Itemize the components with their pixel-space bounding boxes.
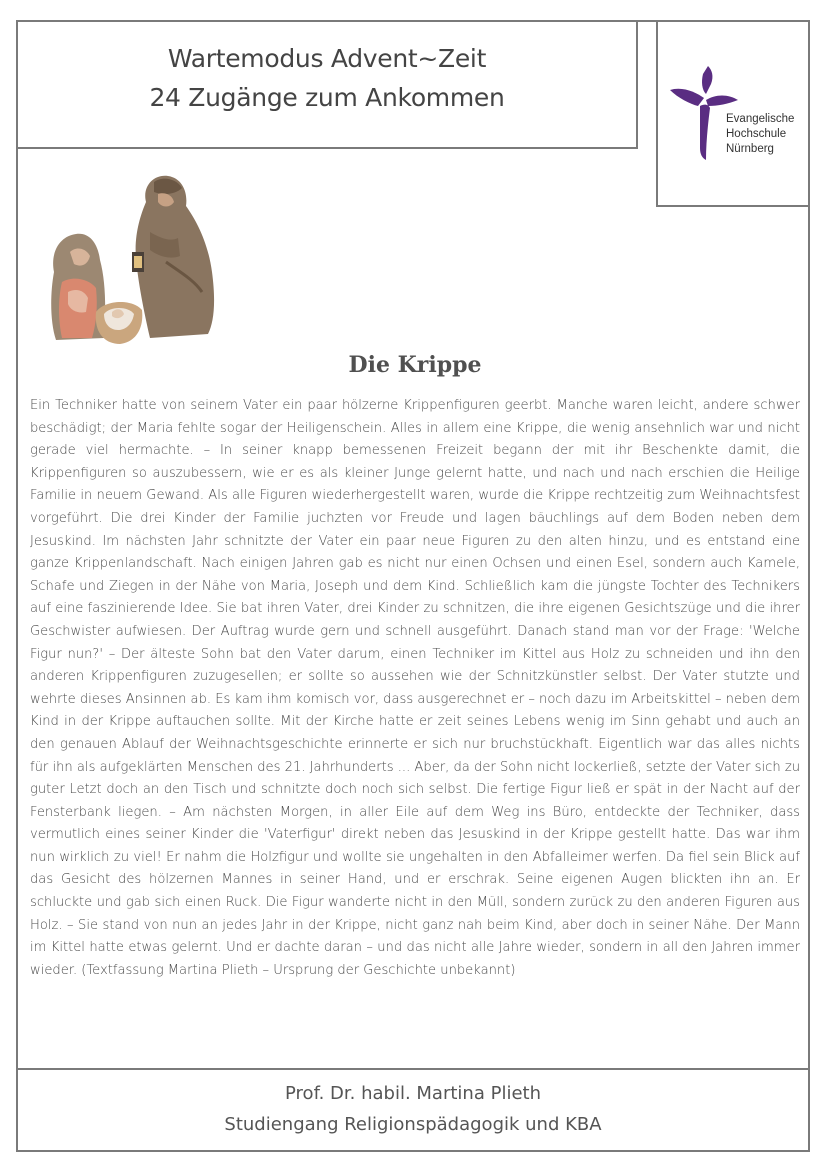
article-body: Ein Techniker hatte von seinem Vater ein paar hölzerne Krippenfiguren geerbt. Manche waren leicht, andere schwer beschädigt; der Maria fehlte sogar der Heiligenschein. Alles in allem eine Krippe, die wenig ansehnlich war und nicht gerade viel hermachte. – In seiner knapp bemessenen Freizeit begann der mit ihr Beschenkte damit, die Krippenfiguren so auszubessern, wie er es als kleiner Junge gelernt hatte, und nach und nach erschien die Heilige Familie in neuem Gewand. Als alle Figuren wiederhergestellt waren, wurde die Krippe rechtzeitig zum Weihnachtsfest vorgeführt. Die drei Kinder der Familie juchzten vor Freude und lagen bäuchlings auf dem Boden neben dem Jesuskind. Im nächsten Jahr schnitzte der Vater ein paar neue Figuren zu den alten hinzu, und es entstand eine ganze Krippenlandschaft. Nach einigen Jahren gab es nicht nur einen Ochsen und einen Esel, sondern auch Kamele, Schafe und Ziegen in der Nähe von Maria, Joseph und dem Kind. Schließlich kam die jüngste Tochter des Technikers auf eine faszinierende Idee. Sie bat ihren Vater, drei Kinder zu schnitzen, die ihre eigenen Gesichtszüge und die ihrer Geschwister aufwiesen. Der Auftrag wurde gern und schnell ausgeführt. Danach stand man vor der Frage: 'Welche Figur nun?' – Der älteste Sohn bat den Vater darum, einen Techniker im Kittel aus Holz zu schneiden und ihn den anderen Krippenfiguren zuzugesellen; er sollte so aussehen wie der Schnitzkünstler selbst. Der Vater stutzte und wehrte dieses Ansinnen ab. Es kam ihm komisch vor, dass ausgerechnet er – noch dazu im Arbeitskittel – neben dem Kind in der Krippe auftauchen sollte. Mit der Kirche hatte er zeit seines Lebens wenig im Sinn gehabt und auch an den genauen Ablauf der Weihnachtsgeschichte erinnerte er sich nur bruchstückhaft. Eigentlich war das alles nichts für ihn als aufgeklärten Menschen des 21. Jahrhunderts ... Aber, da der Sohn nicht lockerließ, setzte der Vater sich zu guter Letzt doch an den Tisch und schnitzte doch noch sich selbst. Die fertige Figur ließ er spät in der Nacht auf der Fensterbank liegen. – Am nächsten Morgen, in aller Eile auf dem Weg ins Büro, entdeckte der Techniker, dass vermutlich eines seiner Kinder die 'Vaterfigur' direkt neben das Jesuskind in der Krippe gestellt hatte. Das war ihm nun wirklich zu viel! Er nahm die Holzfigur und wollte sie ungehalten in den Abfalleimer werfen. Da fiel sein Blick auf das Gesicht des hölzernen Mannes in seiner Hand, und er erschrak. Seine eigenen Augen blickten ihn an. Er schluckte und gab sich einen Ruck. Die Figur wanderte nicht in den Müll, sondern zurück zu den anderen Figuren aus Holz. – Sie stand von nun an jedes Jahr in der Krippe, nicht ganz nah beim Kind, aber doch in seiner Nähe. Der Mann im Kittel hatte etwas gelernt. Und er dachte daran – und das nicht alle Jahre wieder, sondern in all den Jahren immer wieder. (Textfassung Martina Plieth – Ursprung der Geschichte unbekannt) xyxy=(30,398,800,978)
logo-line-1: Evangelische xyxy=(726,113,795,125)
footer-author: Prof. Dr. habil. Martina Plieth xyxy=(285,1083,541,1104)
logo-line-3: Nürnberg xyxy=(726,143,774,155)
logo-text xyxy=(726,112,794,157)
nativity-figures-image xyxy=(46,172,218,362)
footer-divider xyxy=(16,1068,810,1070)
title-line-2: 24 Zugänge zum Ankommen xyxy=(149,83,505,112)
article-title: Die Krippe xyxy=(348,352,482,378)
footer-program: Studiengang Religionspädagogik und KBA xyxy=(224,1114,602,1135)
logo-line-2: Hochschule xyxy=(726,128,787,140)
title-line-1: Wartemodus Advent~Zeit xyxy=(167,44,487,73)
title-box xyxy=(16,20,638,149)
logo-box xyxy=(656,20,810,207)
footer xyxy=(16,1078,810,1140)
